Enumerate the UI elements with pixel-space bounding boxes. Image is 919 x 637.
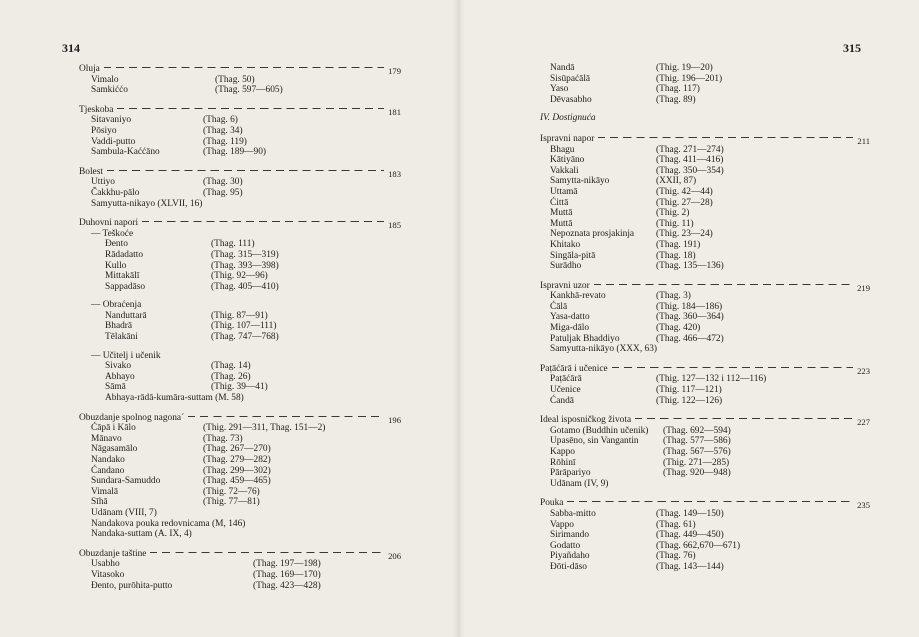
left-page — [0, 0, 459, 637]
toc-entry: Muttā (Thig. 11) — [550, 218, 694, 229]
toc-entry: Miga-dālo (Thag. 420) — [550, 323, 701, 334]
toc-entry: Nandā (Thig. 19—20) — [550, 63, 713, 73]
toc-entry: Rōhinī (Thig. 271—285) — [550, 457, 730, 468]
toc-entry: Ćālā (Thig. 184—186) — [550, 301, 723, 312]
book-gutter — [452, 0, 466, 637]
leader-dashes — [142, 221, 384, 222]
toc-entry: Nandako (Thag. 279—282) — [91, 455, 271, 465]
section-page: 206 — [388, 550, 401, 561]
toc-entry: Rādadatto (Thag. 315—319) — [105, 249, 279, 260]
toc-entry: Đento (Thag. 111) — [105, 239, 255, 250]
toc-entry: Sundara-Samuddo (Thag. 459—465) — [91, 476, 271, 487]
toc-entry: Kullo (Thag. 393—398) — [105, 260, 279, 271]
toc-entry: Sivako (Thag. 14) — [105, 361, 251, 372]
toc-entry: Yaso (Thag. 117) — [550, 84, 700, 95]
section-page: 219 — [857, 282, 870, 293]
toc-section — [540, 414, 870, 489]
toc-entry: Godatto (Thag. 662,670—671) — [550, 540, 741, 551]
leader-dashes — [598, 137, 853, 138]
toc-entry-full: Abhaya-rādā-kumāra-suttam (M. 58) — [105, 393, 244, 404]
toc-section — [79, 166, 401, 209]
toc-entry: Vimalo (Thag. 50) — [91, 74, 255, 85]
toc-entry: Ćandā (Thig. 122—126) — [550, 395, 723, 406]
section-heading — [79, 548, 401, 560]
subsection-title: — Učitelj i učenik — [91, 350, 161, 361]
section-title: Bolest — [79, 166, 103, 177]
toc-entry-full: Udānam (VIII, 7) — [91, 507, 157, 518]
toc-entry: Upasēno, sin Vangantin (Thag. 577—586) — [550, 436, 731, 447]
toc-entry-full: Nandaka-suttam (A. IX, 4) — [91, 529, 192, 540]
toc-entry: Sappadāso (Thag. 405—410) — [105, 281, 279, 292]
section-page: 196 — [388, 414, 401, 425]
toc-entry: Kappo (Thag. 567—576) — [550, 447, 731, 457]
toc-entry: Nepoznata prosjakinja (Thig. 23—24) — [550, 229, 713, 240]
toc-entry: Dēvasabho (Thag. 89) — [550, 94, 696, 105]
subsection-title: — Teškoće — [91, 228, 134, 239]
toc-entry: Bhadrā (Thig. 107—111) — [105, 321, 277, 332]
toc-entry-full: Samyutta-nikayo (XLVII, 16) — [91, 198, 203, 209]
leader-dashes — [117, 108, 384, 109]
toc-section — [540, 363, 870, 406]
toc-entry: Kankhā-revato (Thag. 3) — [550, 291, 691, 302]
section-title: Tjeskoba — [79, 104, 114, 115]
subsection-title: — Obraćenja — [91, 300, 142, 311]
section-title: Ispravni uzor — [540, 280, 590, 291]
leader-dashes — [635, 418, 853, 419]
section-title: Ideal isposničkog života — [540, 415, 632, 426]
toc-entry: Učenice (Thig. 117—121) — [550, 385, 722, 396]
toc-entry: Singāla-pitā (Thag. 18) — [550, 250, 696, 261]
toc-section-continued — [540, 63, 870, 105]
toc-entry: Paṭāćārā (Thig. 127—132 i 112—116) — [550, 374, 767, 385]
toc-entry: Yasa-datto (Thag. 360—364) — [550, 312, 724, 323]
toc-section — [540, 497, 870, 572]
leader-dashes — [150, 552, 384, 553]
section-title: Obuzdanje taštine — [79, 548, 147, 559]
section-page: 211 — [857, 135, 870, 146]
toc-section — [79, 412, 401, 540]
contents-column — [540, 63, 870, 581]
toc-entry: Vakkali (Thag. 350—354) — [550, 165, 724, 176]
section-heading — [79, 104, 401, 116]
section-page: 223 — [857, 365, 870, 376]
toc-entry: Khitako (Thag. 191) — [550, 239, 701, 250]
toc-entry: Surādho (Thag. 135—136) — [550, 261, 724, 272]
leader-dashes — [612, 367, 853, 368]
section-title: Duhovni napori — [79, 218, 139, 229]
toc-entry: Kātiyāno (Thag. 411—416) — [550, 155, 724, 166]
toc-entry: Usabho (Thag. 197—198) — [91, 559, 321, 570]
toc-entry: Ćittā (Thig. 27—28) — [550, 197, 713, 208]
toc-section — [79, 63, 401, 96]
toc-entry: Uttiyo (Thag. 30) — [91, 177, 243, 188]
leader-dashes — [594, 284, 853, 285]
leader-dashes — [188, 416, 384, 417]
toc-entry-full: Udānam (IV, 9) — [550, 478, 609, 489]
toc-entry: Ćāpā i Kālo (Thig. 291—311, Thag. 151—2) — [91, 423, 326, 434]
section-title: Paṭāćārā i učenice — [540, 363, 608, 374]
page-number: 314 — [62, 41, 80, 55]
section-heading — [79, 166, 401, 178]
stray-mark: ´ — [181, 412, 185, 423]
part-title: IV. Dostignuća — [540, 113, 596, 124]
toc-entry: Sīhā (Thig. 77—81) — [91, 497, 260, 508]
section-page: 179 — [388, 66, 401, 76]
toc-entry: Sabba-mitto (Thag. 149—150) — [550, 508, 724, 519]
toc-entry: Abhayo (Thag. 26) — [105, 371, 251, 382]
toc-section — [79, 548, 401, 591]
toc-entry: Patuljak Bhaddiyo (Thag. 466—472) — [550, 333, 724, 344]
toc-section — [540, 280, 870, 355]
leader-dashes — [107, 170, 384, 171]
toc-entry: Vimalā (Thig. 72—76) — [91, 486, 260, 497]
section-page: 181 — [388, 106, 401, 117]
toc-entry: Đōti-dāso (Thag. 143—144) — [550, 561, 724, 572]
toc-section — [79, 104, 401, 158]
toc-entry: Vaddi-putto (Thag. 119) — [91, 136, 247, 147]
section-heading — [79, 217, 401, 229]
toc-entry: Muttā (Thig. 2) — [550, 208, 690, 219]
toc-section — [79, 217, 401, 404]
section-heading — [540, 497, 870, 509]
toc-entry: Samkiććo (Thag. 597—605) — [91, 85, 283, 96]
section-title: Obuzdanje spolnog nagona — [79, 412, 182, 423]
toc-entry: Pārāpariyo (Thag. 920—948) — [550, 468, 731, 479]
toc-entry: Mānavo (Thag. 73) — [91, 433, 243, 444]
toc-entry: Đento, purōhita-putto (Thag. 423—428) — [91, 580, 321, 591]
section-page: 183 — [388, 168, 401, 179]
section-title: Ispravni napor — [540, 133, 595, 144]
toc-entry: Vappo (Thag. 61) — [550, 519, 696, 530]
toc-entry: Gotamo (Buddhin učenik) (Thag. 692—594) — [550, 425, 731, 436]
toc-entry: Tēlakāni (Thag. 747—768) — [105, 332, 279, 343]
toc-entry: Nāgasamālo (Thag. 267—270) — [91, 444, 271, 455]
toc-entry: Sirimando (Thag. 449—450) — [550, 530, 724, 541]
section-heading — [79, 412, 401, 424]
section-heading — [540, 133, 870, 145]
toc-entry: Uttamā (Thig. 42—44) — [550, 186, 713, 197]
toc-section — [540, 133, 870, 272]
right-page — [459, 0, 919, 637]
contents-column — [79, 63, 401, 599]
toc-entry: Vitasoko (Thag. 169—170) — [91, 569, 321, 580]
toc-entry: Sambula-Kaććāno (Thag. 189—90) — [91, 147, 267, 158]
toc-entry: Sāmā (Thig. 39—41) — [105, 382, 268, 393]
leader-dashes — [567, 501, 853, 502]
toc-entry: Sitavaniyo (Thag. 6) — [91, 115, 238, 126]
toc-entry: Nanduttarā (Thig. 87—91) — [105, 310, 268, 321]
toc-entry-full: Samyutta-nikāyo (XXX, 63) — [550, 344, 658, 355]
leader-dashes — [104, 67, 384, 68]
toc-entry: Bhagu (Thag. 271—274) — [550, 144, 724, 155]
section-heading — [540, 414, 870, 426]
section-page: 235 — [857, 500, 870, 511]
toc-entry: Mittakālī (Thig. 92—96) — [105, 271, 268, 282]
toc-entry: Pōsiyo (Thag. 34) — [91, 125, 243, 136]
section-heading — [540, 363, 870, 375]
toc-entry: Čakkhu-pālo (Thag. 95) — [91, 187, 243, 198]
toc-entry: Piyañdaho (Thag. 76) — [550, 551, 696, 562]
toc-entry: Samytta-nikāyo (XXII, 87) — [550, 176, 697, 187]
section-heading — [540, 280, 870, 292]
section-page: 185 — [388, 220, 401, 231]
section-page: 227 — [857, 417, 870, 428]
toc-entry: Sisūpaćālā (Thig. 196—201) — [550, 73, 723, 84]
section-title: Pouka — [540, 498, 564, 509]
toc-entry: Ćandano (Thag. 299—302) — [91, 465, 271, 476]
section-title: Oluja — [79, 64, 100, 74]
section-heading — [79, 63, 401, 75]
page-number: 315 — [843, 41, 861, 55]
toc-entry-full: Nandakova pouka redovnicama (M, 146) — [91, 518, 246, 529]
